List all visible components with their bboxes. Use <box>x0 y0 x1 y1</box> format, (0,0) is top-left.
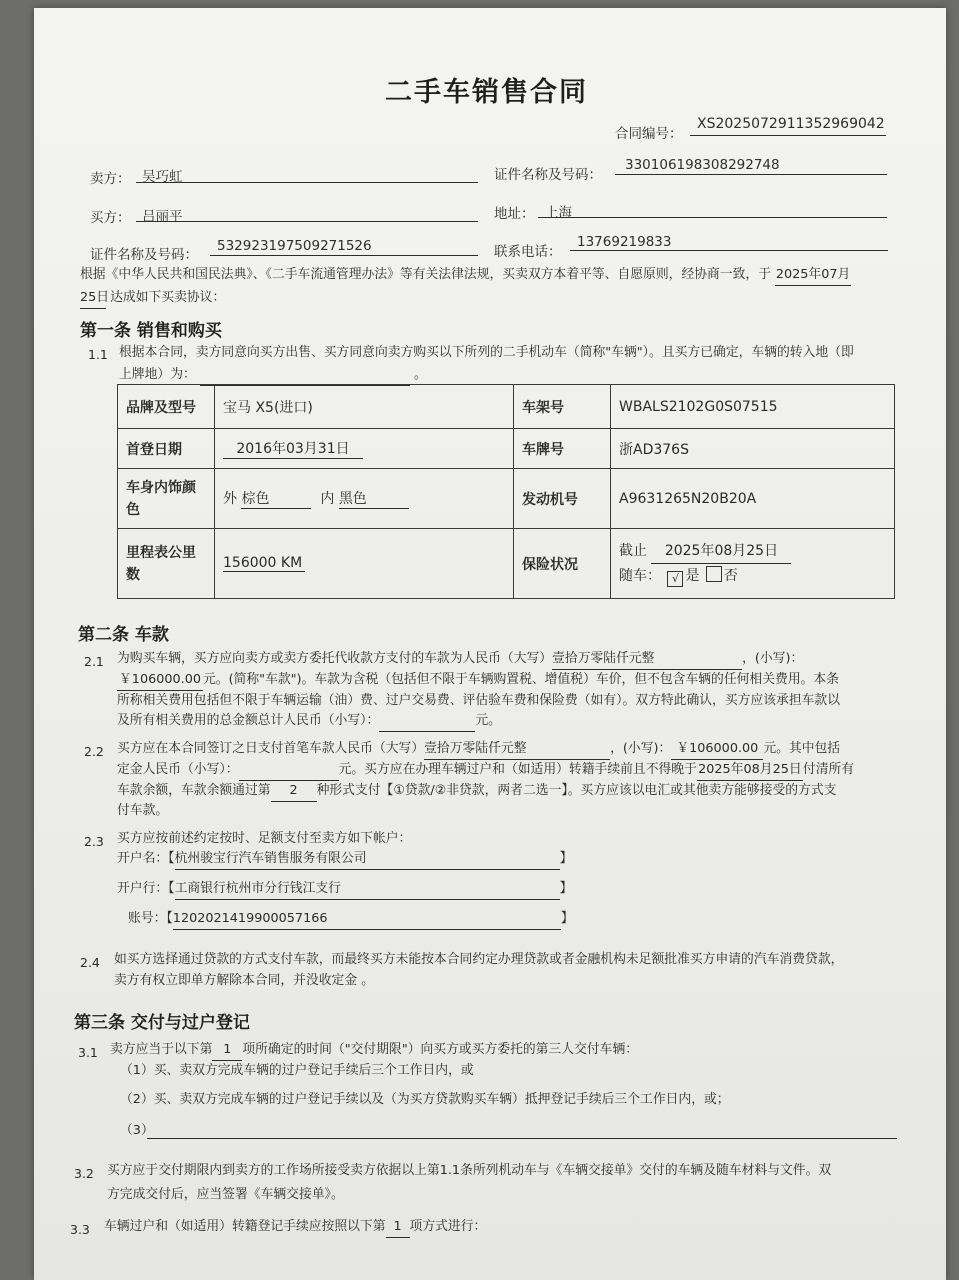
price-lower: ￥106000.00 <box>117 669 203 691</box>
article-1-title: 第一条 销售和购买 <box>80 321 222 341</box>
address: 上海 <box>545 205 572 221</box>
table-row <box>118 385 895 429</box>
insurance-label: 保险状况 <box>514 529 611 599</box>
phone: 13769219833 <box>577 234 672 250</box>
clause-2-1-number: 2.1 <box>84 654 104 669</box>
bank-name: 工商银行杭州市分行钱江支行 <box>175 878 560 900</box>
engine-label: 发动机号 <box>514 469 611 529</box>
account-no-label: 账号： <box>128 911 167 926</box>
intro-date-day: 25日 <box>80 287 106 309</box>
table-row: 里程表公里 数 156000 KM 保险状况 截止 2025年08月25日 随车： √ 是 否 <box>118 529 895 599</box>
vin-label: 车架号 <box>514 385 611 429</box>
vehicle-info-table <box>117 384 895 599</box>
mileage-label: 里程表公里 <box>126 544 196 561</box>
exterior-color: 棕色 <box>241 488 311 509</box>
buyer-name: 吕丽平 <box>142 209 183 225</box>
clause-1-1-line1: 根据本合同，卖方同意向买方出售、买方同意向卖方购买以下所列的二手机动车（简称"车辆"）。且买方已确定，车辆的转入地（即 <box>119 345 854 360</box>
exterior-label: 外 <box>223 491 237 507</box>
vin-value: WBALS2102G0S07515 <box>611 385 895 429</box>
interior-color: 黑色 <box>339 488 409 509</box>
brand-label: 品牌及型号 <box>118 385 215 429</box>
bank-label: 开户行： <box>117 881 169 896</box>
clause-3-3-number: 3.3 <box>70 1222 90 1237</box>
insurance-with-label: 随车： <box>619 568 661 584</box>
no-label: 否 <box>723 568 738 584</box>
price-upper: 壹拾万零陆仟元整 <box>552 648 742 670</box>
clause-3-1-number: 3.1 <box>78 1045 98 1060</box>
mileage-value: 156000 KM <box>223 555 305 572</box>
seller-id-label: 证件名称及号码： <box>494 167 602 183</box>
insurance-until: 2025年08月25日 <box>651 539 791 564</box>
yes-label: 是 <box>685 568 700 584</box>
interior-label: 内 <box>320 491 335 507</box>
transfer-option: 1 <box>386 1216 410 1238</box>
buyer-id-label: 证件名称及号码： <box>90 247 198 263</box>
seller-name: 吴巧虹 <box>142 169 183 185</box>
buyer-id: 532923197509271526 <box>217 238 372 254</box>
engine-value: A9631265N20B20A <box>611 469 895 529</box>
delivery-option: 1 <box>212 1039 242 1061</box>
clause-2-3-number: 2.3 <box>84 834 104 849</box>
address-label: 地址： <box>494 206 535 222</box>
brand-value: 宝马 X5(进口) <box>215 385 514 429</box>
first-payment-lower: ￥106000.00 <box>671 738 763 760</box>
document-title: 二手车销售合同 <box>385 77 588 108</box>
account-name-label: 开户名： <box>117 851 169 866</box>
insurance-until-label: 截止 <box>619 543 647 559</box>
clause-3-2-number: 3.2 <box>74 1166 94 1181</box>
intro-text: 根据《中华人民共和国民法典》、《二手车流通管理办法》等有关法律法规，买卖双方本着平等、自愿原则，经协商一致，于 <box>80 267 772 282</box>
contract-no-label: 合同编号： <box>615 126 683 142</box>
payoff-date: 2025年08月25日 <box>697 759 803 781</box>
intro-text-end: 达成如下买卖协议： <box>110 290 226 305</box>
table-row: 车身内饰颜 色 外 棕色 内 黑色 发动机号 A9631265N20B20A <box>118 469 895 529</box>
checkbox-yes-checked[interactable]: √ <box>667 571 683 587</box>
contract-no: XS2025072911352969042 <box>697 116 885 132</box>
table-row <box>118 429 895 469</box>
intro-date-month: 2025年07月 <box>775 264 851 286</box>
payment-method: 2 <box>271 780 317 802</box>
plate-label: 车牌号 <box>514 429 611 469</box>
account-name: 杭州骏宝行汽车销售服务有限公司 <box>175 848 560 870</box>
article-2-title: 第二条 车款 <box>78 625 169 645</box>
clause-2-4-number: 2.4 <box>80 955 100 970</box>
seller-id: 330106198308292748 <box>625 157 780 173</box>
first-reg-value: 2016年03月31日 <box>223 438 363 459</box>
clause-1-1-line2: 上牌地）为： <box>119 367 196 382</box>
phone-label: 联系电话： <box>494 244 562 260</box>
first-payment-upper: 壹拾万零陆仟元整 <box>424 738 610 760</box>
seller-label: 卖方： <box>90 171 131 187</box>
article-3-title: 第三条 交付与过户登记 <box>74 1013 250 1033</box>
buyer-label: 买方： <box>90 210 131 226</box>
clause-2-2-number: 2.2 <box>84 744 104 759</box>
first-reg-label: 首登日期 <box>118 429 215 469</box>
checkbox-no[interactable] <box>706 566 722 582</box>
color-label: 车身内饰颜 <box>126 479 196 496</box>
plate-value: 浙AD376S <box>611 429 895 469</box>
clause-1-1-number: 1.1 <box>88 347 108 362</box>
account-number: 1202021419900057166 <box>173 908 561 930</box>
